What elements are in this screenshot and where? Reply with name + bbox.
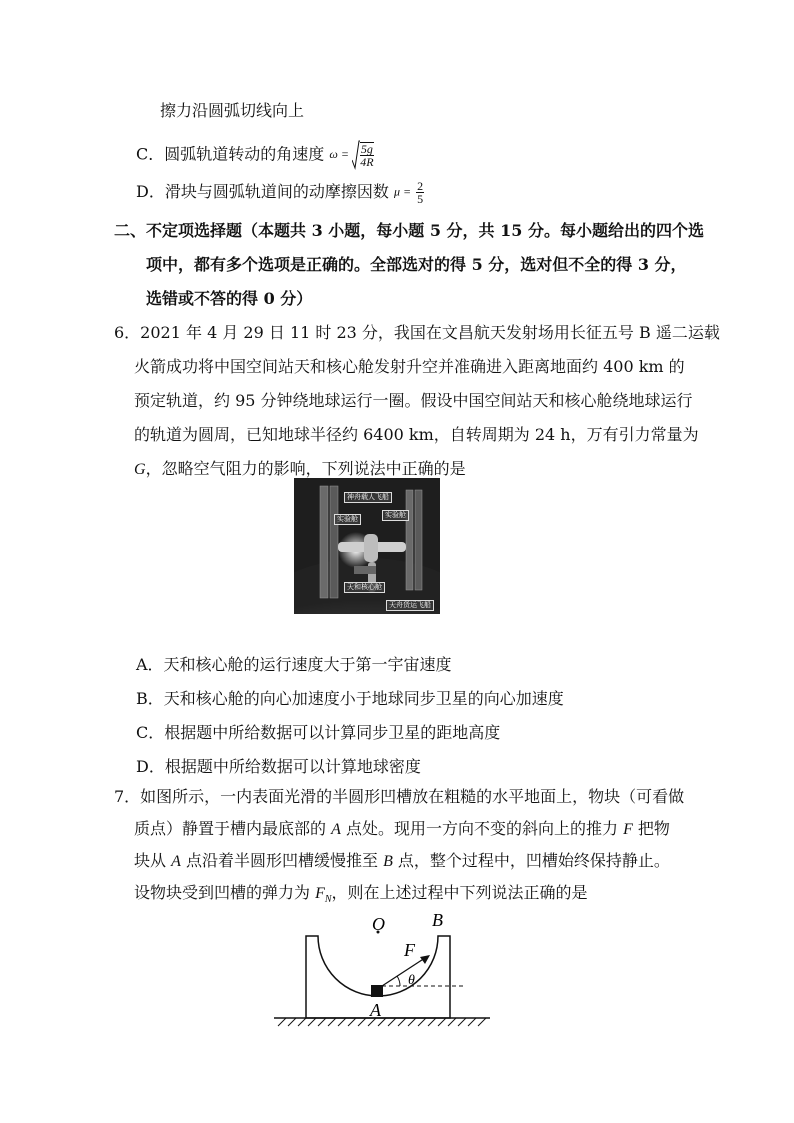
- q5-option-d-formula: μ = $\frac{2}{5}$: [393, 179, 424, 206]
- angle-arc: [397, 976, 400, 986]
- section2-heading-line1: 二、不定项选择题（本题共 3 小题，每小题 5 分，共 15 分。每小题给出的四个选: [114, 221, 704, 240]
- q6-option-b: B．天和核心舱的向心加速度小于地球同步卫星的向心加速度: [136, 689, 564, 708]
- q5-option-c: [136, 140, 374, 170]
- force-arrow: [382, 956, 428, 986]
- q7-stem-line1: 7．如图所示，一内表面光滑的半圆形凹槽放在粗糙的水平地面上，物块（可看做: [114, 787, 685, 806]
- label-theta: θ: [408, 973, 415, 988]
- q6-stem-line4: 的轨道为圆周，已知地球半径约 6400 km，自转周期为 24 h，万有引力常量为: [134, 425, 699, 444]
- q6-option-d: D．根据题中所给数据可以计算地球密度: [136, 757, 421, 776]
- q7-stem-line3: 块从 A 点沿着半圆形凹槽缓慢推至 B 点，整个过程中，凹槽始终保持静止。: [134, 851, 670, 870]
- q5-option-d-text: D．滑块与圆弧轨道间的动摩擦因数: [136, 182, 389, 201]
- q6-stem-line1: 6．2021 年 4 月 29 日 11 时 23 分，我国在文昌航天发射场用长征五号 B 遥二运载: [114, 323, 720, 342]
- label-shenzhou: 神舟载人飞船: [344, 492, 392, 503]
- label-o: O: [372, 914, 385, 934]
- label-tianhe: 天和核心舱: [344, 582, 385, 593]
- block: [371, 985, 383, 997]
- q5-option-c-text: C．圆弧轨道转动的角速度: [136, 144, 325, 164]
- section2-heading-line2: 项中，都有多个选项是正确的。全部选对的得 5 分，选对但不全的得 3 分，: [146, 255, 687, 274]
- label-a: A: [370, 1000, 381, 1020]
- q5-option-d: [136, 180, 424, 205]
- q7-stem-line2: 质点）静置于槽内最底部的 A 点处。现用一方向不变的斜向上的推力 F 把物: [134, 819, 670, 838]
- q7-stem-line4: 设物块受到凹槽的弹力为 $F_N$，则在上述过程中下列说法正确的是: [134, 883, 588, 906]
- space-station-photo: [294, 478, 440, 614]
- semicircle-groove-diagram: [270, 910, 500, 1040]
- section2-heading-line3: 选错或不答的得 0 分）: [146, 289, 313, 308]
- ground-hatching: [278, 1018, 486, 1026]
- q6-stem-line5: G，忽略空气阻力的影响，下列说法中正确的是: [134, 459, 466, 478]
- label-lab-module-left: 实验舱: [334, 514, 361, 525]
- q6-option-a: A．天和核心舱的运行速度大于第一宇宙速度: [136, 655, 452, 674]
- label-f: F: [404, 940, 415, 960]
- q6-option-c: C．根据题中所给数据可以计算同步卫星的距地高度: [136, 723, 501, 742]
- q5-option-c-formula: ω = $\frac{5g}{4R}$: [329, 142, 374, 169]
- q5-option-b-continuation: 擦力沿圆弧切线向上: [160, 101, 305, 120]
- q6-stem-line3: 预定轨道，约 95 分钟绕地球运行一圈。假设中国空间站天和核心舱绕地球运行: [134, 391, 693, 410]
- sqrt-symbol: $\frac{5g}{4R}$: [352, 140, 374, 170]
- label-b: B: [432, 910, 443, 930]
- q6-stem-line2: 火箭成功将中国空间站天和核心舱发射升空并准确进入距离地面约 400 km 的: [134, 357, 685, 376]
- label-tianzhou: 天舟货运飞船: [386, 600, 434, 611]
- label-lab-module-right: 实验舱: [382, 510, 409, 521]
